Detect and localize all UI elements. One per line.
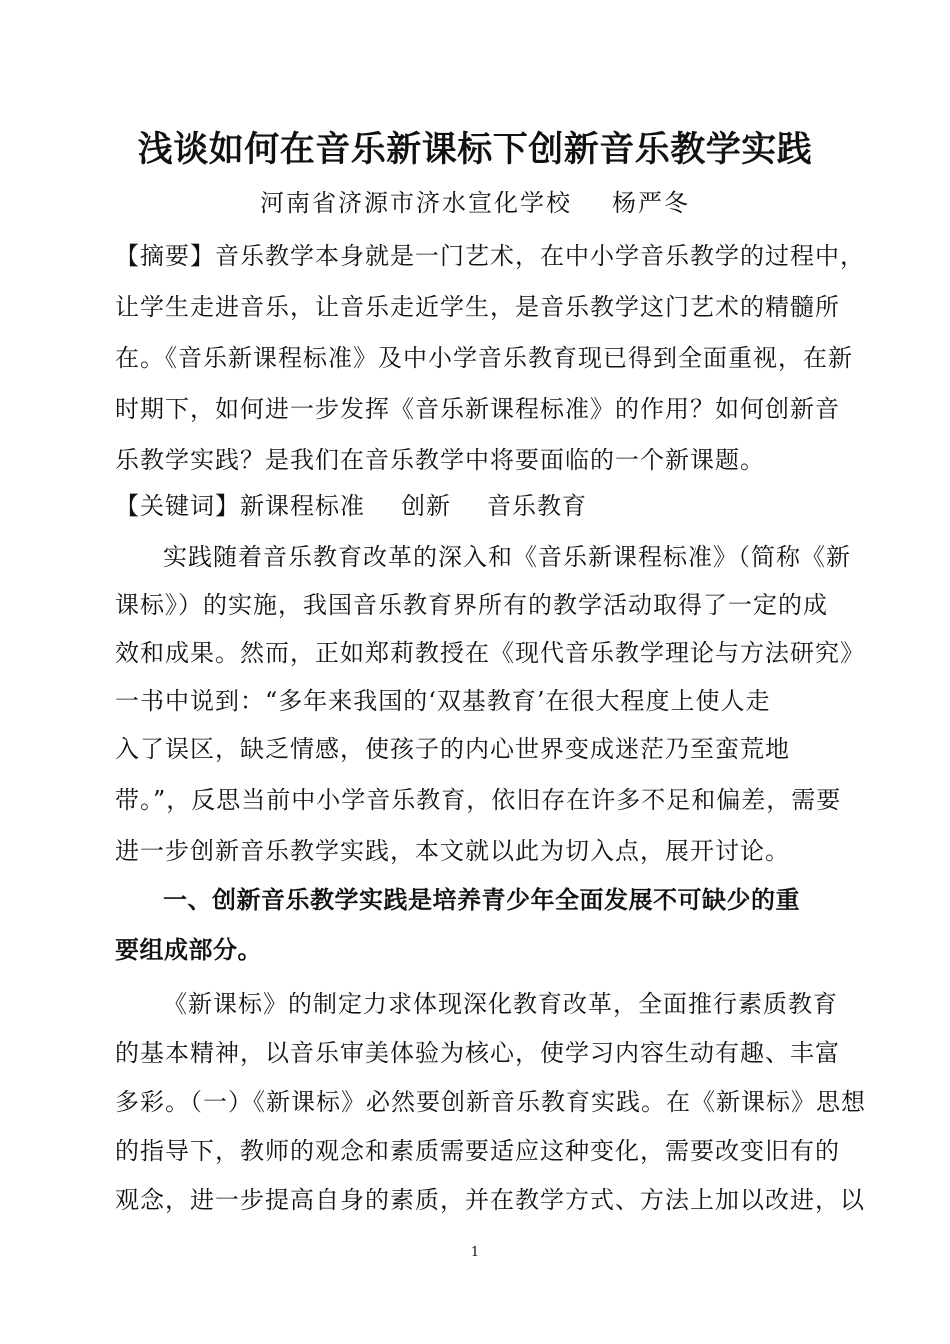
section-heading: 一、创新音乐教学实践是培养青少年全面发展不可缺少的重 — [163, 886, 800, 914]
intro-line: 带。”，反思当前中小学音乐教育，依旧存在许多不足和偏差，需要 — [115, 786, 842, 814]
author-school: 河南省济源市济水宣化学校 — [260, 189, 572, 217]
section-body-line: 的指导下，教师的观念和素质需要适应这种变化，需要改变旧有的 — [115, 1137, 840, 1165]
abstract-line: 乐教学实践？是我们在音乐教学中将要面临的一个新课题。 — [115, 446, 765, 474]
author-line — [0, 183, 950, 218]
abstract-line: 在。《音乐新课程标准》及中小学音乐教育现已得到全面重视，在新 — [115, 344, 853, 372]
section-heading: 要组成部分。 — [115, 936, 262, 964]
keyword-item: 创新 — [401, 492, 451, 520]
section-body-line: 多彩。（一）《新课标》必然要创新音乐教育实践。在《新课标》思想 — [115, 1088, 866, 1116]
keyword-item: 音乐教育 — [487, 492, 587, 520]
intro-line: 效和成果。然而，正如郑莉教授在《现代音乐教学理论与方法研究》 — [115, 639, 865, 667]
section-body-line: 的基本精神，以音乐审美体验为核心，使学习内容生动有趣、丰富 — [115, 1039, 840, 1067]
keyword-item: 新课程标准 — [240, 492, 365, 520]
intro-line: 课标》）的实施，我国音乐教育界所有的教学活动取得了一定的成 — [115, 591, 828, 619]
document-title: 浅谈如何在音乐新课标下创新音乐教学实践 — [137, 129, 813, 170]
section-body-line: 观念，进一步提高自身的素质，并在教学方式、方法上加以改进，以 — [115, 1186, 865, 1214]
page-number: 1 — [470, 1245, 480, 1260]
intro-line: 一书中说到：“多年来我国的‘双基教育’在很大程度上使人走 — [115, 687, 771, 715]
section-body-line: 《新课标》的制定力求体现深化教育改革，全面推行素质教育 — [163, 990, 838, 1018]
abstract-line: 【摘要】音乐教学本身就是一门艺术，在中小学音乐教学的过程中， — [115, 242, 865, 270]
keywords-line — [115, 486, 835, 521]
keywords-label: 【关键词】 — [115, 492, 240, 520]
intro-line: 入了误区，缺乏情感，使孩子的内心世界变成迷茫乃至蛮荒地 — [115, 735, 790, 763]
abstract-line: 时期下，如何进一步发挥《音乐新课程标准》的作用？如何创新音 — [115, 395, 840, 423]
abstract-line: 让学生走进音乐，让音乐走近学生，是音乐教学这门艺术的精髓所 — [115, 293, 840, 321]
intro-line: 进一步创新音乐教学实践，本文就以此为切入点，展开讨论。 — [115, 837, 790, 865]
author-name: 杨严冬 — [612, 189, 690, 217]
intro-line: 实践随着音乐教育改革的深入和《音乐新课程标准》（简称《新 — [163, 543, 851, 571]
